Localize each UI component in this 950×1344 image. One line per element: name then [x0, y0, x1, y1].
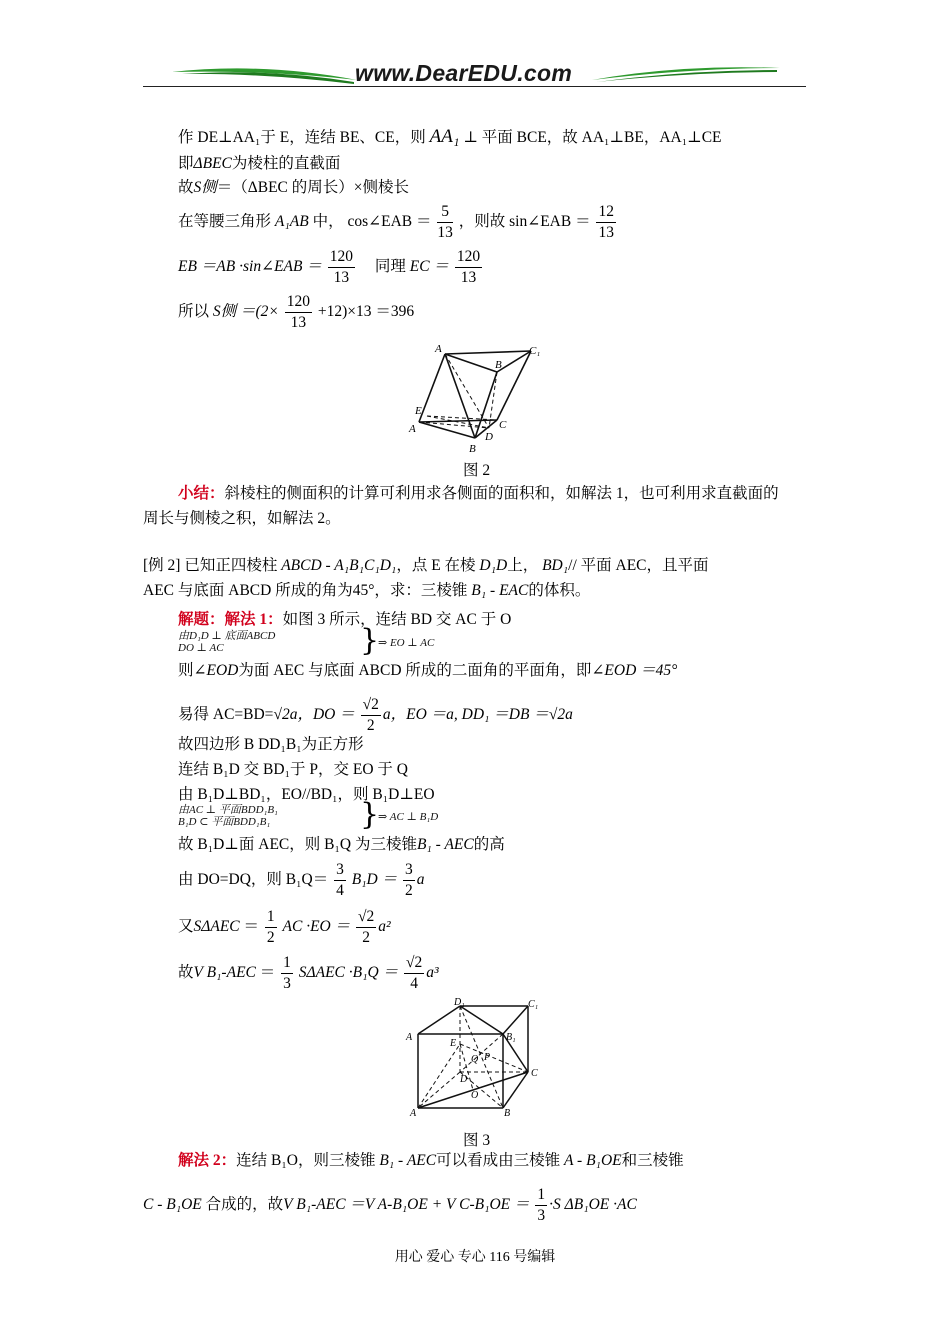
fig3-label: O [471, 1090, 479, 1101]
fig2-label: B [495, 359, 502, 371]
fig3-label: A [406, 1032, 413, 1043]
brace-symbol: } [360, 623, 380, 658]
solution1-heading: 解题：解法 1：如图 3 所示，连结 BD 交 AC 于 O [178, 611, 512, 628]
fig2-label: A [409, 423, 416, 435]
summary-line-1: 小结：斜棱柱的侧面积的计算可利用求各侧面的面积和，如解法 1，也可利用求直截面的 [178, 485, 779, 502]
figure-2-caption: 图 2 [463, 462, 491, 479]
fig3-label: P [484, 1052, 491, 1063]
fraction: $\frac{√2}{2}$ [358, 908, 375, 946]
fraction: $\frac{5}{13}$ [437, 203, 453, 241]
fraction: $\frac{12}{13}$ [598, 203, 614, 241]
site-logo-text[interactable]: www.DearEDU.com [355, 60, 573, 86]
fig2-label: D [485, 431, 493, 443]
fig3-label: B₁ [506, 1032, 516, 1043]
fig3-label: B [504, 1108, 511, 1119]
example2-line-2: AEC 与底面 ABCD 所成的角为45°，求：三棱锥 B₁ - EAC的体积。 [143, 582, 591, 599]
figure-3-prism [400, 998, 550, 1120]
fraction: $\frac{120}{13}$ [456, 248, 481, 286]
header-rule [143, 86, 806, 87]
line-lateral-area: 故S侧＝（ΔBEC 的周长）×侧棱长 [178, 179, 410, 196]
fig3-label: C [531, 1068, 538, 1079]
fig3-label: E [450, 1038, 457, 1049]
line-area: 又SΔAEC ＝ $\frac{1}{2}$ AC ·EO ＝ $\frac{√2}{2}$ a² [178, 908, 391, 946]
fig2-label: C [499, 419, 507, 431]
summary-line-2: 周长与侧棱之积，如解法 2。 [143, 510, 341, 527]
line-connect: 连结 B₁D 交 BD₁于 P，交 EO 于 Q [178, 761, 408, 778]
fig3-label: C₁ [528, 999, 539, 1010]
line-do-dq: 由 DO=DQ，则 B₁Q＝ $\frac{3}{4}$ B₁D ＝ $\frac{3}{2}$ a [178, 861, 425, 899]
figure-2-prism [405, 342, 555, 454]
fraction: $\frac{1}{2}$ [266, 908, 275, 946]
fig2-label: B [469, 443, 476, 454]
line-cross-section: 即ΔBEC为棱柱的直截面 [178, 155, 341, 172]
fraction: $\frac{120}{13}$ [286, 293, 311, 331]
fig3-label: D [460, 1074, 468, 1085]
solution2-line-1: 解法 2：连结 B₁O，则三棱锥 B₁ - AEC可以看成由三棱锥 A - B₁OE和三棱锥 [178, 1152, 684, 1169]
fraction: $\frac{120}{13}$ [329, 248, 353, 286]
line-de-perp: 作 DE⊥AA₁于 E，连结 BE、CE，则 AA₁ ⊥ 平面 BCE，故 AA₁⊥BE，AA₁⊥CE [178, 126, 722, 147]
fraction: $\frac{1}{3}$ [283, 954, 291, 992]
fraction: $\frac{√2}{4}$ [405, 954, 423, 992]
figure-3-caption: 图 3 [463, 1132, 491, 1149]
fig2-label: E [415, 405, 422, 417]
brace-1-result: ⇒ EO ⊥ AC [378, 637, 435, 649]
brace-symbol: } [360, 797, 380, 832]
line-isosceles: 在等腰三角形 A₁AB 中， cos∠EAB ＝ $\frac{5}{13}$ ，则故 sin∠EAB ＝ $\frac{12}{13}$ [178, 203, 614, 241]
brace-2-result: ⇒ AC ⊥ B₁D [378, 811, 439, 823]
example2-line-1: [例 2] 已知正四棱柱 ABCD - A₁B₁C₁D₁，点 E 在棱 D₁D上， BD₁// 平面 AEC，且平面 [143, 557, 709, 574]
solution2-line-2: C - B₁OE 合成的，故V B₁-AEC ＝V A-B₁OE + V C-B₁OE ＝ $\frac{1}{3}$ ·S ΔB₁OE ·AC [143, 1186, 637, 1224]
fig3-label: A [410, 1108, 417, 1119]
fraction: $\frac{1}{3}$ [537, 1186, 546, 1224]
fig2-label: A [435, 343, 442, 355]
line-square: 故四边形 B DD₁B₁为正方形 [178, 736, 364, 753]
page-footer: 用心 爱心 专心 116 号编辑 [394, 1250, 556, 1265]
line-volume: 故V B₁-AEC ＝ $\frac{1}{3}$ SΔAEC ·B₁Q ＝ $\frac{√2}{4}$ a³ [178, 954, 439, 992]
fraction: $\frac{3}{4}$ [336, 861, 344, 899]
brace-block-2: 由AC ⊥ 平面BDD₁B₁ B₁D ⊂ 平面BDD₁B₁ [178, 804, 278, 828]
line-eod-angle: 则∠EOD为面 AEC 与底面 ABCD 所成的二面角的平面角，即∠EOD ＝45° [178, 662, 678, 679]
fraction: $\frac{3}{2}$ [405, 861, 413, 899]
fig2-label: C₁ [529, 345, 541, 357]
brace-block-1: 由D₁D ⊥ 底面ABCD DO ⊥ AC [178, 630, 276, 654]
line-result-396: 所以 S侧 ＝(2× $\frac{120}{13}$ +12)×13 ＝396 [178, 293, 415, 331]
fig3-label: D₁ [454, 998, 465, 1008]
fraction: $\frac{√2}{2}$ [362, 696, 379, 734]
line-easy-get: 易得 AC=BD=√2a，DO ＝ $\frac{√2}{2}$ a，EO ＝a, DD₁ ＝DB ＝√2a [178, 696, 573, 734]
line-height: 故 B₁D⊥面 AEC，则 B₁Q 为三棱锥B₁ - AEC的高 [178, 836, 505, 853]
fig3-label: Q [471, 1054, 479, 1065]
line-perp: 由 B₁D⊥BD₁，EO//BD₁，则 B₁D⊥EO [178, 786, 435, 803]
line-eb-ec: EB ＝AB ·sin∠EAB ＝ $\frac{120}{13}$ 同理 EC ＝ $\frac{120}{13}$ [178, 248, 481, 286]
